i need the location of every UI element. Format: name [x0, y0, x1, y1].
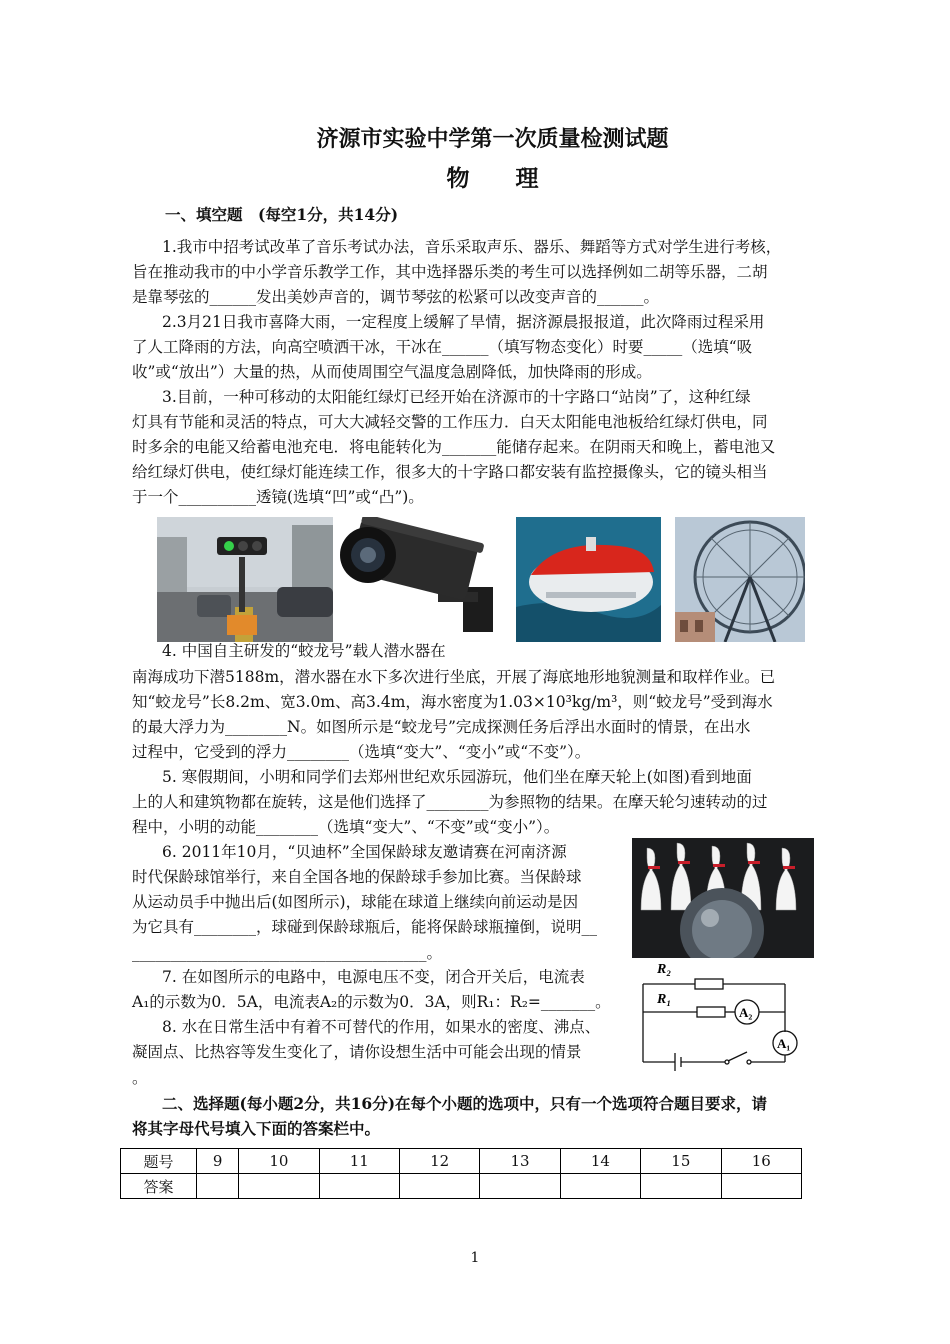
q5-line2: 上的人和建筑物都在旋转，这是他们选择了________为参照物的结果。在摩天轮匀速转动的过 [132, 793, 768, 811]
answer-table-header-row [121, 1149, 802, 1174]
submarine-photo [516, 517, 661, 642]
answer-label: 答案 [121, 1174, 197, 1199]
question-number-cell: 15 [641, 1149, 721, 1174]
question-number-cell: 14 [560, 1149, 640, 1174]
question-number-cell: 10 [239, 1149, 319, 1174]
section2-heading-line2: 将其字母代号填入下面的答案栏中。 [132, 1119, 381, 1138]
answer-cell[interactable] [641, 1174, 721, 1199]
answer-table [120, 1148, 802, 1199]
answer-cell[interactable] [560, 1174, 640, 1199]
q8-line2: 凝固点、比热容等发生变化了，请你设想生活中可能会出现的情景 [132, 1043, 582, 1061]
q6-line4: 为它具有________，球碰到保龄球瓶后，能将保龄球瓶撞倒，说明__ [132, 918, 598, 936]
q8-line1: 8. 水在日常生活中有着不可替代的作用，如果水的密度、沸点、 [162, 1018, 601, 1036]
answer-table-answer-row [121, 1174, 802, 1199]
q3-line4: 给红绿灯供电，使红绿灯能连续工作，很多大的十字路口都安装有监控摄像头，它的镜头相当 [132, 463, 768, 481]
circuit-diagram [635, 957, 810, 1072]
q4-line3: 知“蛟龙号”长8.2m、宽3.0m、高3.4m，海水密度为1.03×10³kg/m³，则“蛟龙号”受到海水 [132, 693, 773, 711]
q3-line2: 灯具有节能和灵活的特点，可大大减轻交警的工作压力．白天太阳能电池板给红绿灯供电，同 [132, 413, 768, 431]
q8-line3: 。 [132, 1069, 148, 1087]
q4-line4: 的最大浮力为________N。如图所示是“蛟龙号”完成探测任务后浮出水面时的情景，在出水 [132, 718, 751, 736]
question-number-label: 题号 [121, 1149, 197, 1174]
q3-line3: 时多余的电能又给蓄电池充电．将电能转化为_______能储存起来。在阴雨天和晚上，蓄电池又 [132, 438, 776, 456]
q5-line3: 程中，小明的动能________（选填“变大”、“不变”或“变小”）。 [132, 818, 560, 836]
q6-line5: ______________________________________。 [132, 944, 443, 962]
circuit-r2-label: R₂ [657, 962, 672, 977]
q7-line1: 7. 在如图所示的电路中，电源电压不变，闭合开关后，电流表 [162, 968, 585, 986]
q4-line5: 过程中，它受到的浮力________（选填“变大”、“变小”或“不变”）。 [132, 743, 591, 761]
q3-line1: 3.目前，一种可移动的太阳能红绿灯已经开始在济源市的十字路口“站岗”了，这种红绿 [162, 388, 751, 406]
circuit-a1-label: A₁ [777, 1036, 791, 1051]
q4-line2: 南海成功下潜5188m，潜水器在水下多次进行坐底，开展了海底地形地貌测量和取样作业。已 [132, 668, 776, 686]
q1-line3: 是靠琴弦的______发出美妙声音的，调节琴弦的松紧可以改变声音的______。 [132, 288, 660, 306]
page-title: 济源市实验中学第一次质量检测试题 [316, 126, 669, 152]
subject-title: 物 理 [446, 165, 539, 192]
q2-line2: 了人工降雨的方法，向高空喷洒干冰，干冰在______（填写物态变化）时要_____（选填“吸 [132, 338, 753, 356]
q3-line5: 于一个__________透镜(选填“凹”或“凸”)。 [132, 488, 424, 506]
question-number-cell: 11 [319, 1149, 399, 1174]
answer-cell[interactable] [319, 1174, 399, 1199]
bowling-photo [632, 838, 814, 958]
question-number-cell: 16 [721, 1149, 801, 1174]
circuit-a2-label: A₂ [739, 1005, 753, 1020]
question-number-cell: 12 [399, 1149, 479, 1174]
q6-line1: 6. 2011年10月，“贝迪杯”全国保龄球友邀请赛在河南济源 [162, 843, 567, 861]
q2-line1: 2.3月21日我市喜降大雨，一定程度上缓解了旱情，据济源晨报报道，此次降雨过程采用 [162, 313, 765, 331]
q1-line2: 旨在推动我市的中小学音乐教学工作，其中选择器乐类的考生可以选择例如二胡等乐器，二胡 [132, 263, 768, 281]
answer-cell[interactable] [480, 1174, 560, 1199]
section1-heading: 一、填空题 (每空1分，共14分) [165, 205, 399, 224]
answer-cell[interactable] [721, 1174, 801, 1199]
q5-line1: 5. 寒假期间，小明和同学们去郑州世纪欢乐园游玩，他们坐在摩天轮上(如图)看到地面 [162, 768, 752, 786]
q6-line3: 从运动员手中抛出后(如图所示)，球能在球道上继续向前运动是因 [132, 893, 579, 911]
question-number-cell: 9 [197, 1149, 239, 1174]
question-number-cell: 13 [480, 1149, 560, 1174]
q2-line3: 收”或“放出”）大量的热，从而使周围空气温度急剧降低，加快降雨的形成。 [132, 363, 652, 381]
q6-line2: 时代保龄球馆举行，来自全国各地的保龄球手参加比赛。当保龄球 [132, 868, 582, 886]
section2-heading-line1: 二、选择题(每小题2分，共16分)在每个小题的选项中，只有一个选项符合题目要求，请 [162, 1094, 768, 1113]
traffic-light-photo [157, 517, 333, 642]
camera-photo [333, 517, 503, 642]
answer-cell[interactable] [197, 1174, 239, 1199]
q1-line1: 1.我市中招考试改革了音乐考试办法，音乐采取声乐、器乐、舞蹈等方式对学生进行考核， [162, 238, 782, 256]
q7-line2: A₁的示数为0．5A，电流表A₂的示数为0．3A，则R₁：R₂=_______。 [132, 993, 611, 1011]
q4-line1: 4. 中国自主研发的“蛟龙号”载人潜水器在 [162, 642, 446, 660]
answer-cell[interactable] [399, 1174, 479, 1199]
ferris-wheel-photo [675, 517, 805, 642]
answer-cell[interactable] [239, 1174, 319, 1199]
page-number: 1 [470, 1250, 480, 1266]
circuit-r1-label: R₁ [657, 992, 672, 1007]
